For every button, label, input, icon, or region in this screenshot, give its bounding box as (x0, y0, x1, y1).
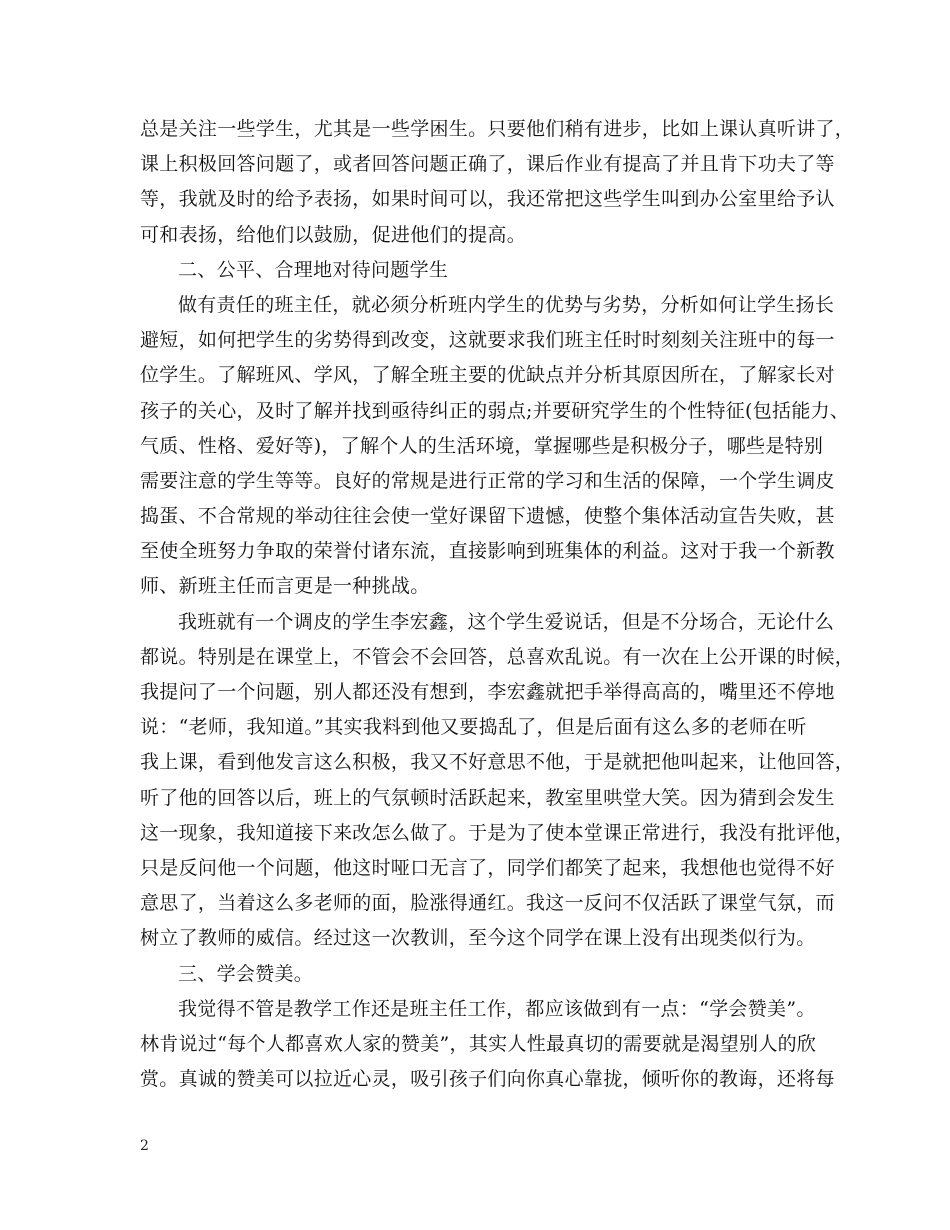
text-line: 三、学会赞美。 (178, 962, 314, 985)
text-line: 赏。真诚的赞美可以拉近心灵，吸引孩子们向你真心靠拢，倾听你的教诲，还将每 (140, 1068, 835, 1091)
text-line: 这一现象，我知道接下来改怎么做了。于是为了使本堂课正常进行，我没有批评他， (140, 821, 855, 844)
text-line: 等，我就及时的给予表扬，如果时间可以，我还常把这些学生叫到办公室里给予认 (140, 188, 835, 211)
text-line: 课上积极回答问题了，或者回答问题正确了，课后作业有提高了并且肯下功夫了等 (140, 153, 835, 176)
text-line: 我提问了一个问题，别人都还没有想到，李宏鑫就把手举得高高的，嘴里还不停地 (140, 681, 835, 703)
body-text (140, 112, 855, 1097)
text-line: 说：“老师，我知道。”其实我料到他又要捣乱了，但是后面有这么多的老师在听 (140, 716, 807, 739)
text-line: 避短，如何把学生的劣势得到改变，这就要求我们班主任时时刻刻关注班中的每一 (140, 329, 835, 352)
text-line: 位学生。了解班风、学风，了解全班主要的优缺点并分析其原因所在，了解家长对 (140, 364, 835, 387)
page-number: 2 (140, 1138, 149, 1154)
text-line: 都说。特别是在课堂上，不管会不会回答，总喜欢乱说。有一次在上公开课的时候， (140, 645, 855, 668)
text-line: 师、新班主任而言更是一种挑战。 (140, 575, 430, 598)
text-line: 做有责任的班主任，就必须分析班内学生的优势与劣势，分析如何让学生扬长 (178, 293, 835, 316)
text-line: 我觉得不管是教学工作还是班主任工作，都应该做到有一点：“学会赞美”。 (178, 997, 816, 1020)
text-line: 只是反问他一个问题，他这时哑口无言了，同学们都笑了起来，我想他也觉得不好 (140, 856, 835, 879)
text-line: 我班就有一个调皮的学生李宏鑫，这个学生爱说话，但是不分场合，无论什么 (178, 610, 835, 633)
text-line: 气质、性格、爱好等)，了解个人的生活环境，掌握哪些是积极分子，哪些是特别 (140, 434, 824, 457)
text-line: 我上课，看到他发言这么积极，我又不好意思不他，于是就把他叫起来，让他回答， (140, 751, 855, 774)
text-line: 可和表扬，给他们以鼓励，促进他们的提高。 (140, 223, 527, 246)
text-line: 需要注意的学生等等。良好的常规是进行正常的学习和生活的保障，一个学生调皮 (140, 469, 835, 492)
text-line: 孩子的关心，及时了解并找到亟待纠正的弱点;并要研究学生的个性特征(包括能力、 (140, 399, 850, 422)
text-line: 二、公平、合理地对待问题学生 (178, 258, 449, 281)
text-line: 林肯说过“每个人都喜欢人家的赞美”，其实人性最真切的需要就是渴望别人的欣 (140, 1032, 817, 1055)
text-line: 树立了教师的威信。经过这一次教训，至今这个同学在课上没有出现类似行为。 (140, 927, 816, 950)
text-line: 听了他的回答以后，班上的气氛顿时活跃起来，教室里哄堂大笑。因为猜到会发生 (140, 786, 835, 809)
text-line: 意思了，当着这么多老师的面，脸涨得通红。我这一反问不仅活跃了课堂气氛，而 (140, 892, 835, 915)
text-line: 捣蛋、不合常规的举动往往会使一堂好课留下遗憾，使整个集体活动宣告失败，甚 (140, 505, 835, 528)
text-line: 总是关注一些学生，尤其是一些学困生。只要他们稍有进步，比如上课认真听讲了， (140, 118, 855, 140)
text-line: 至使全班努力争取的荣誉付诸东流，直接影响到班集体的利益。这对于我一个新教 (140, 540, 835, 563)
